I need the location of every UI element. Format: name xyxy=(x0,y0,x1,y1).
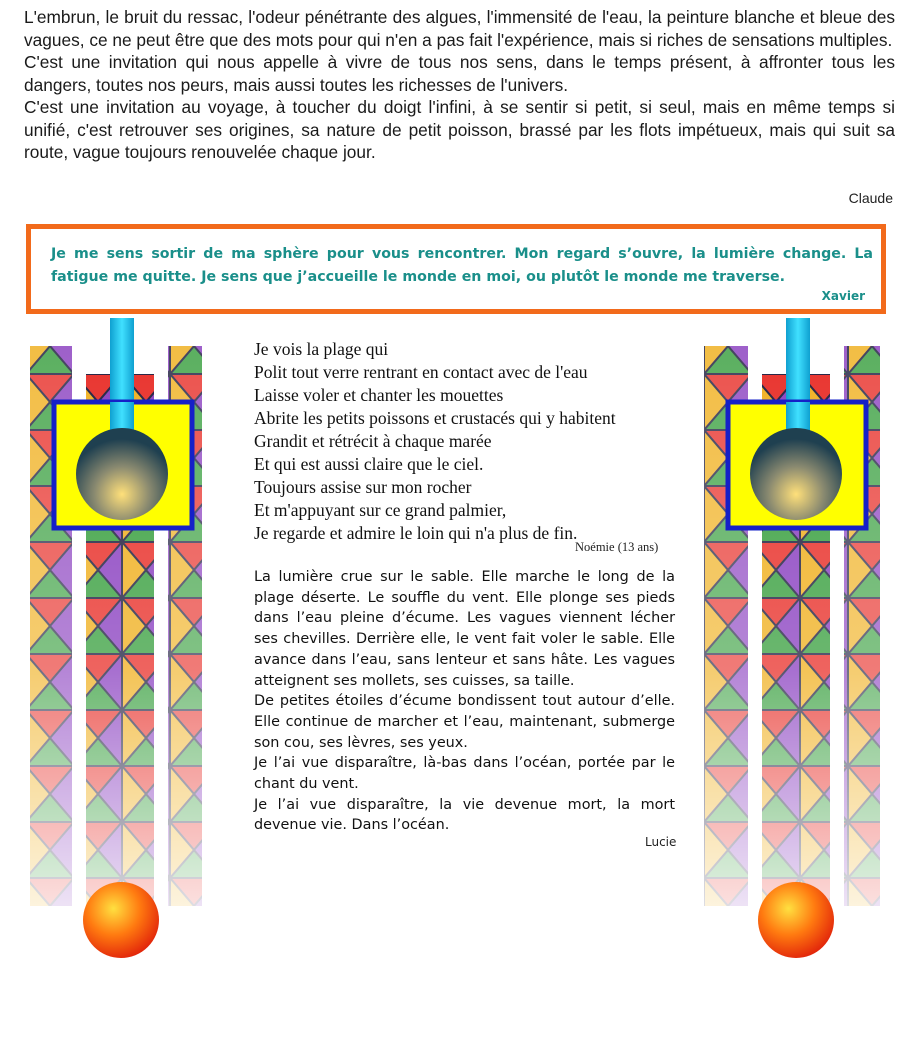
quote-box xyxy=(26,224,886,314)
poem-line: Abrite les petits poissons et crustacés qui y habitent xyxy=(254,408,616,428)
intro-paragraph: C'est une invitation qui nous appelle à vivre de tous nos sens, dans le temps présent, à affronter tous les dangers, toutes nos peurs, mais aussi toutes les richesses de l'univers. xyxy=(24,52,895,95)
signature-lucie: Lucie xyxy=(645,835,677,849)
poem-line: Polit tout verre rentrant en contact avec de l'eau xyxy=(254,362,588,382)
poem-noemie xyxy=(254,338,616,545)
stained-glass-column-left xyxy=(26,318,202,958)
poem-line: Je regarde et admire le loin qui n'a plus de fin. xyxy=(254,523,578,543)
poem-line: Grandit et rétrécit à chaque marée xyxy=(254,431,492,451)
prose-paragraph: De petites étoiles d’écume bondissent tout autour d’elle. Elle continue de marcher et l’eau, maintenant, submerge son cou, ses lèvres, ses yeux. xyxy=(254,693,675,751)
signature-claude: Claude xyxy=(848,190,893,206)
intro-text xyxy=(24,6,895,164)
quote-text: Je me sens sortir de ma sphère pour vous rencontrer. Mon regard s’ouvre, la lumière change. La fatigue me quitte. Je sens que j’accueille le monde en moi, ou plutôt le monde me traverse. xyxy=(51,246,873,285)
prose-paragraph: Je l’ai vue disparaître, la vie devenue mort, la mort devenue vie. Dans l’océan. xyxy=(254,796,675,834)
poem-line: Et qui est aussi claire que le ciel. xyxy=(254,454,484,474)
signature-noemie: Noémie (13 ans) xyxy=(575,540,659,554)
prose-paragraph: Je l’ai vue disparaître, là-bas dans l’océan, portée par le chant du vent. xyxy=(254,755,675,793)
stained-glass-column-right xyxy=(704,318,880,958)
signature-xavier: Xavier xyxy=(821,289,865,303)
poem-line: Je vois la plage qui xyxy=(254,339,389,359)
poem-line: Et m'appuyant sur ce grand palmier, xyxy=(254,500,507,520)
prose-paragraph: La lumière crue sur le sable. Elle marche le long de la plage déserte. Le souffle du vent. Elle plonge ses pieds dans l’eau pleine d’écume. Les vagues viennent lécher ses chevilles. Derrière elle, le vent fait voler le sable. Elle avance dans l’eau, sans lenteur et sans hâte. Les vagues atteignent ses mollets, ses cuisses, sa taille. xyxy=(254,569,675,689)
prose-lucie xyxy=(254,567,675,836)
intro-paragraph: C'est une invitation au voyage, à toucher du doigt l'infini, à se sentir si petit, si seul, mais en même temps si unifié, c'est retrouver ses origines, sa nature de petit poisson, brassé par les flots impétueux, mais qui suit sa route, vague toujours renouvelée chaque jour. xyxy=(24,97,895,162)
poem-line: Toujours assise sur mon rocher xyxy=(254,477,472,497)
poem-line: Laisse voler et chanter les mouettes xyxy=(254,385,504,405)
intro-paragraph: L'embrun, le bruit du ressac, l'odeur pénétrante des algues, l'immensité de l'eau, la peinture blanche et bleue des vagues, ce ne peut être que des mots pour qui n'en a pas fait l'expérience, mais si riches de sensations multiples. xyxy=(24,7,895,50)
